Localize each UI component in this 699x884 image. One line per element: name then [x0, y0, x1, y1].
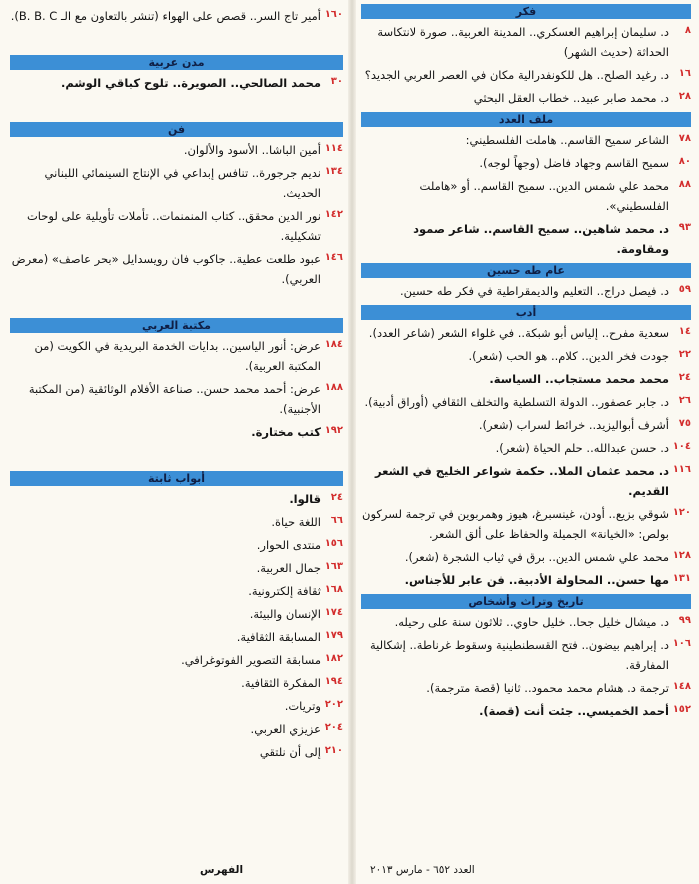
toc-entry[interactable] [361, 701, 691, 721]
toc-entry[interactable] [361, 369, 691, 389]
entry-text: د. سليمان إبراهيم العسكري.. المدينة العربية.. صورة لانتكاسة الحداثة (حديث الشهر) [377, 25, 669, 59]
entry-text: ثقافة إلكترونية. [248, 584, 321, 598]
entry-text: وتريات. [284, 699, 321, 713]
toc-entry[interactable] [361, 65, 691, 85]
page-number: ١٩٢ [324, 425, 343, 436]
entry-text: كتب مختارة. [251, 425, 321, 439]
entry-text: ترجمة د. هشام محمد محمود.. ثانيا (قصة مترجمة). [426, 681, 669, 695]
page-number: ٢٤ [678, 372, 691, 383]
entry-text: محمد الصالحي.. الصويرة.. تلوح كباقي الوشم. [60, 76, 321, 90]
page-number: ٢١٠ [324, 745, 343, 756]
page-number: ٨ [684, 25, 691, 36]
entry-text: منتدى الحوار. [256, 538, 321, 552]
page-number: ١٠٤ [672, 441, 691, 452]
entry-text: أمين الباشا.. الأسود والألوان. [183, 143, 321, 157]
toc-entry[interactable] [10, 627, 343, 647]
entry-text: د. محمد عثمان الملا.. حكمة شواعر الخليج في الشعر القديم. [374, 464, 669, 498]
entry-text: الإنسان والبيئة. [249, 607, 321, 621]
page-number: ١٢٨ [672, 550, 691, 561]
page-number: ٢٠٤ [324, 722, 343, 733]
section-header-fikr: فكر [361, 4, 691, 19]
entry-text: عرض: أحمد محمد حسن.. صناعة الأفلام الوثائقية (من المكتبة الأجنبية). [28, 382, 321, 416]
page-number: ١٤٢ [324, 209, 343, 220]
entry-text: نديم جرجورة.. تنافس إبداعي في الإنتاج السينمائي اللبناني الحديث. [44, 166, 321, 200]
toc-entry[interactable] [10, 604, 343, 624]
entry-text: جمال العربية. [256, 561, 321, 575]
page-number: ١٤٦ [324, 252, 343, 263]
page-number: ٧٨ [678, 133, 691, 144]
entry-text: محمد علي شمس الدين.. برق في ثياب الشجرة (شعر). [404, 550, 669, 564]
page-number: ٢٠٢ [324, 699, 343, 710]
toc-entry[interactable] [361, 392, 691, 412]
entry-text: قالوا. [289, 492, 321, 506]
toc-entry[interactable] [361, 461, 691, 501]
entry-text: عزيزي العربي. [250, 722, 321, 736]
toc-entry[interactable] [10, 140, 343, 160]
toc-entry[interactable] [10, 489, 343, 509]
entry-text: د. فيصل دراج.. التعليم والديمقراطية في فكر طه حسين. [399, 284, 669, 298]
page-number: ٢٦ [678, 395, 691, 406]
section-header-mudun: مدن عربية [10, 55, 343, 70]
toc-left-column [10, 0, 343, 765]
entry-text: عبود طلعت عطية.. جاكوب فان رويسدايل «بحر عاصف» (معرض العربي). [11, 252, 321, 286]
toc-entry[interactable] [10, 6, 343, 26]
page-number: ١٠٦ [672, 638, 691, 649]
entry-text: محمد محمد مستجاب.. السياسة. [489, 372, 669, 386]
toc-entry[interactable] [361, 678, 691, 698]
toc-entry[interactable] [10, 650, 343, 670]
page-number: ١٤٨ [672, 681, 691, 692]
toc-entry[interactable] [10, 673, 343, 693]
section-header-tarikh: تاريخ وتراث وأشخاص [361, 594, 691, 609]
entry-text: المفكرة الثقافية. [241, 676, 321, 690]
entry-text: محمد علي شمس الدين.. سميح القاسم.. أو «هاملت الفلسطيني». [419, 179, 669, 213]
toc-entry[interactable] [361, 346, 691, 366]
toc-entry[interactable] [361, 153, 691, 173]
entry-text: الشاعر سميح القاسم.. هاملت الفلسطيني: [465, 133, 669, 147]
toc-entry[interactable] [361, 88, 691, 108]
page-number: ١٨٨ [324, 382, 343, 393]
section-header-taha-hussein: عام طه حسين [361, 263, 691, 278]
page-number: ١١٤ [324, 143, 343, 154]
toc-entry[interactable] [10, 696, 343, 716]
section-header-adab: أدب [361, 305, 691, 320]
issue-footer: العدد ٦٥٢ - مارس ٢٠١٣ [370, 864, 475, 876]
entry-text: سميح القاسم وجهاد فاضل (وجهاً لوجه). [479, 156, 669, 170]
toc-entry[interactable] [361, 130, 691, 150]
toc-entry[interactable] [361, 219, 691, 259]
page-number: ٩٩ [678, 615, 691, 626]
entry-text: د. إبراهيم بيضون.. فتح القسطنطينية وسقوط غرناطة.. إشكالية المفارقة. [369, 638, 669, 672]
section-header-fann: فن [10, 122, 343, 137]
entry-text: المسابقة الثقافية. [236, 630, 321, 644]
toc-entry[interactable] [361, 570, 691, 590]
toc-entry[interactable] [361, 176, 691, 216]
section-header-abwab: أبواب ثابتة [10, 471, 343, 486]
toc-right-column [361, 0, 691, 724]
toc-entry[interactable] [10, 581, 343, 601]
toc-entry[interactable] [361, 635, 691, 675]
toc-entry[interactable] [10, 73, 343, 93]
entry-text: أحمد الخميسي.. جئت أنت (قصة). [479, 704, 669, 718]
page-number: ١٨٢ [324, 653, 343, 664]
page-number: ١٣٤ [324, 166, 343, 177]
toc-entry[interactable] [361, 22, 691, 62]
page-spine [348, 0, 356, 884]
entry-text: د. محمد صابر عبيد.. خطاب العقل البحثي [473, 91, 669, 105]
entry-text: د. محمد شاهين.. سميح القاسم.. شاعر صمود ومقاومة. [413, 222, 669, 256]
page-number: ٨٠ [678, 156, 691, 167]
page-number: ١٧٤ [324, 607, 343, 618]
entry-text: جودت فخر الدين.. كلام.. هو الحب (شعر). [468, 349, 669, 363]
page-number: ١٥٢ [672, 704, 691, 715]
toc-entry[interactable] [10, 742, 343, 762]
page-number: ٣٠ [330, 76, 343, 87]
toc-entry[interactable] [361, 281, 691, 301]
section-header-maktaba: مكتبة العربي [10, 318, 343, 333]
toc-entry[interactable] [10, 558, 343, 578]
toc-entry[interactable] [10, 336, 343, 376]
toc-entry[interactable] [361, 547, 691, 567]
entry-text: د. ميشال خليل جحا.. خليل حاوي.. ثلاثون سنة على رحيله. [394, 615, 669, 629]
toc-entry[interactable] [10, 535, 343, 555]
toc-entry[interactable] [10, 163, 343, 203]
toc-entry[interactable] [10, 422, 343, 442]
page-number: ٨٨ [678, 179, 691, 190]
page-number: ١٧٩ [324, 630, 343, 641]
toc-entry[interactable] [361, 438, 691, 458]
toc-entry[interactable] [10, 206, 343, 246]
toc-entry[interactable] [10, 719, 343, 739]
page-number: ٧٥ [678, 418, 691, 429]
page-number: ١١٦ [672, 464, 691, 475]
toc-entry[interactable] [361, 323, 691, 343]
entry-text: د. رغيد الصلح.. هل للكونفدرالية مكان في العصر العربي الجديد؟ [364, 68, 669, 82]
page-number: ١٦٨ [324, 584, 343, 595]
page-number: ٢٨ [678, 91, 691, 102]
page-number: ١٦٠ [324, 9, 343, 20]
entry-text: د. حسن عبدالله.. حلم الحياة (شعر). [495, 441, 669, 455]
toc-entry[interactable] [10, 379, 343, 419]
entry-text: أشرف أبواليزيد.. خرائط لسراب (شعر). [478, 418, 669, 432]
entry-text: إلى أن نلتقي [259, 745, 321, 759]
toc-entry[interactable] [10, 512, 343, 532]
page-number: ١٤ [678, 326, 691, 337]
page-number: ١٢٠ [672, 507, 691, 518]
page-number: ١٦٣ [324, 561, 343, 572]
page-number: ٥٩ [678, 284, 691, 295]
entry-text: مسابقة التصوير الفوتوغرافي. [181, 653, 321, 667]
entry-text: نور الدين محقق.. كتاب المنمنمات.. تأملات تأويلية على لوحات تشكيلية. [26, 209, 321, 243]
page-number: ١٥٦ [324, 538, 343, 549]
entry-text: سعدية مفرح.. إلياس أبو شبكة.. في غلواء الشعر (شاعر العدد). [368, 326, 669, 340]
entry-text: اللغة حياة. [271, 515, 321, 529]
page-number: ١٨٤ [324, 339, 343, 350]
entry-text: د. جابر عصفور.. الدولة التسلطية والتخلف الثقافي (أوراق أدبية). [364, 395, 669, 409]
toc-entry[interactable] [10, 249, 343, 289]
page-number: ١٦ [678, 68, 691, 79]
page-number: ٦٦ [330, 515, 343, 526]
page-number: ٢٢ [678, 349, 691, 360]
toc-entry[interactable] [361, 415, 691, 435]
page-number: ٢٤ [330, 492, 343, 503]
page-number: ٩٣ [678, 222, 691, 233]
toc-entry[interactable] [361, 504, 691, 544]
index-footer-title: الفهرس [200, 864, 244, 876]
page-number: ١٩٤ [324, 676, 343, 687]
entry-text: شوقي بزيع.. أودن، غينسبرغ، هيوز وهمربوين في ترجمة لسركون بولص: «الخيانة» الجميلة والحفاظ على ألق الشعر. [362, 507, 669, 541]
entry-text: عرض: أنور الياسين.. بدايات الخدمة البريدية في الكويت (من المكتبة العربية). [34, 339, 321, 373]
entry-text: مها حسن.. المحاولة الأدبية.. فن عابر للأجناس. [404, 573, 669, 587]
section-header-malaf: ملف العدد [361, 112, 691, 127]
toc-entry[interactable] [361, 612, 691, 632]
entry-text: أمير تاج السر.. قصص على الهواء (تنشر بالتعاون مع الـ B. B. C). [10, 9, 321, 23]
page-number: ١٣١ [672, 573, 691, 584]
